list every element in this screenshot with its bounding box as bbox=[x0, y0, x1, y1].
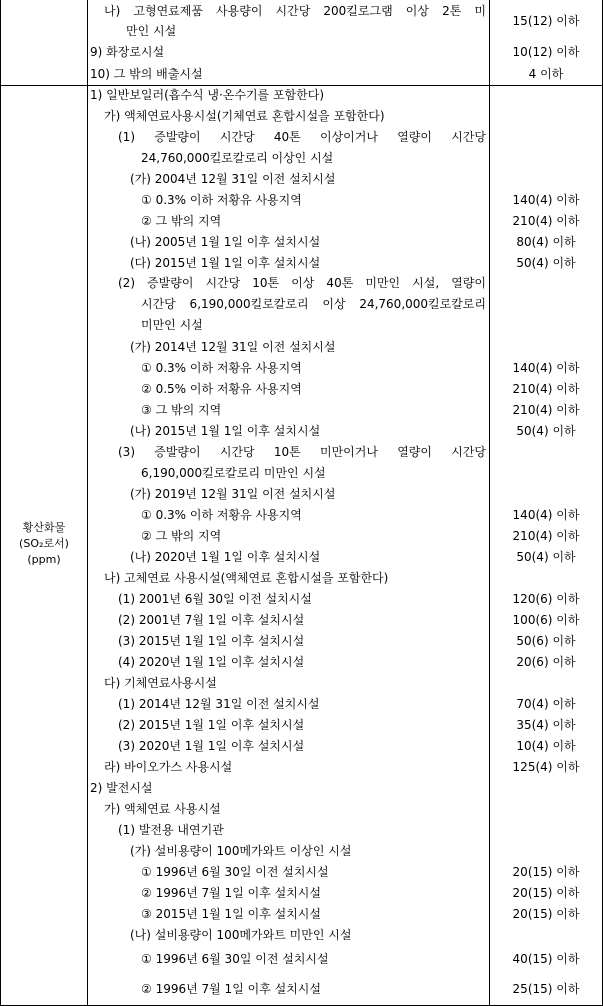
row-label: ① 1996년 6월 30일 이전 설치시설 bbox=[141, 865, 329, 879]
category-unit: (ppm) bbox=[27, 553, 61, 566]
row-label: (나) 2020년 1월 1일 이후 설치시설 bbox=[130, 550, 321, 564]
row-value: 70(4) 이하 bbox=[516, 697, 576, 711]
row-label: (1) 증발량이 시간당 40톤 이상이거나 열량이 시간당 bbox=[118, 130, 486, 144]
row-label: (2) 증발량이 시간당 10톤 이상 40톤 미만인 시설, 열량이 bbox=[118, 276, 486, 290]
top-row-crematorium-label: 9) 화장로시설 bbox=[90, 45, 165, 59]
row-value: 20(15) 이하 bbox=[512, 886, 580, 900]
row-label: 가) 액체연료사용시설(기체연료 혼합시설을 포함한다) bbox=[104, 109, 385, 123]
column-divider-2 bbox=[489, 0, 490, 1006]
row-value: 140(4) 이하 bbox=[512, 508, 580, 522]
row-value: 35(4) 이하 bbox=[516, 718, 576, 732]
row-label: ③ 그 밖의 지역 bbox=[141, 403, 222, 417]
row-value: 10(4) 이하 bbox=[516, 739, 576, 753]
row-label: (3) 2015년 1월 1일 이후 설치시설 bbox=[118, 634, 305, 648]
row-value: 40(15) 이하 bbox=[512, 952, 580, 966]
category-name: 황산화물 bbox=[22, 521, 66, 534]
row-label: (가) 2014년 12월 31일 이전 설치시설 bbox=[130, 340, 336, 354]
row-value: 50(4) 이하 bbox=[516, 550, 576, 564]
row-label: (2) 2015년 1월 1일 이후 설치시설 bbox=[118, 718, 305, 732]
row-label: (가) 2004년 12월 31일 이전 설치시설 bbox=[130, 172, 336, 186]
row-value: 140(4) 이하 bbox=[512, 193, 580, 207]
top-row-other-label: 10) 그 밖의 배출시설 bbox=[90, 67, 203, 81]
row-label: (2) 2001년 7월 1일 이후 설치시설 bbox=[118, 613, 305, 627]
row-label: ① 0.3% 이하 저황유 사용지역 bbox=[141, 508, 302, 522]
row-label: 라) 바이오가스 사용시설 bbox=[104, 760, 233, 774]
row-label: ② 그 밖의 지역 bbox=[141, 529, 222, 543]
row-label: ① 0.3% 이하 저황유 사용지역 bbox=[141, 361, 302, 375]
row-label: (가) 설비용량이 100메가와트 이상인 시설 bbox=[130, 844, 352, 858]
row-label: (나) 2005년 1월 1일 이후 설치시설 bbox=[130, 235, 321, 249]
category-label bbox=[1, 520, 87, 568]
row-label: ② 1996년 7월 1일 이후 설치시설 bbox=[141, 982, 321, 996]
top-row-solid-fuel-value: 15(12) 이하 bbox=[512, 14, 580, 28]
row-label: ① 1996년 6월 30일 이전 설치시설 bbox=[141, 952, 329, 966]
row-value: 50(6) 이하 bbox=[516, 634, 576, 648]
row-label: 시간당 6,190,000킬로칼로리 이상 24,760,000킬로칼로리 bbox=[141, 297, 486, 311]
column-divider-1 bbox=[87, 0, 88, 1006]
row-value: 25(15) 이하 bbox=[512, 982, 580, 996]
row-label: 다) 기체연료사용시설 bbox=[104, 676, 217, 690]
row-label: 2) 발전시설 bbox=[90, 781, 153, 795]
row-value: 210(4) 이하 bbox=[512, 529, 580, 543]
row-value: 80(4) 이하 bbox=[516, 235, 576, 249]
category-unit-basis: (SO₂로서) bbox=[19, 537, 69, 550]
row-label: ② 그 밖의 지역 bbox=[141, 214, 222, 228]
row-label: (1) 2001년 6월 30일 이전 설치시설 bbox=[118, 592, 312, 606]
top-row-crematorium-value: 10(12) 이하 bbox=[512, 45, 580, 59]
section-divider bbox=[0, 85, 603, 86]
row-label: ② 1996년 7월 1일 이후 설치시설 bbox=[141, 886, 321, 900]
row-value: 210(4) 이하 bbox=[512, 403, 580, 417]
table-border-left bbox=[0, 0, 1, 1006]
row-label: (나) 2015년 1월 1일 이후 설치시설 bbox=[130, 424, 321, 438]
row-label: 24,760,000킬로칼로리 이상인 시설 bbox=[141, 151, 334, 165]
row-value: 20(6) 이하 bbox=[516, 655, 576, 669]
row-value: 120(6) 이하 bbox=[512, 592, 580, 606]
row-value: 210(4) 이하 bbox=[512, 382, 580, 396]
row-label: (다) 2015년 1월 1일 이후 설치시설 bbox=[130, 256, 321, 270]
row-label: (나) 설비용량이 100메가와트 미만인 시설 bbox=[130, 928, 352, 942]
row-label: 나) 고체연료 사용시설(액체연료 혼합시설을 포함한다) bbox=[104, 571, 389, 585]
row-label: (1) 2014년 12월 31일 이전 설치시설 bbox=[118, 697, 320, 711]
row-label: 미만인 시설 bbox=[141, 318, 203, 332]
row-value: 20(15) 이하 bbox=[512, 865, 580, 879]
row-label: (3) 증발량이 시간당 10톤 미만이거나 열량이 시간당 bbox=[118, 445, 486, 459]
row-label: (3) 2020년 1월 1일 이후 설치시설 bbox=[118, 739, 305, 753]
top-row-solid-fuel-line2: 만인 시설 bbox=[126, 24, 177, 38]
row-value: 100(6) 이하 bbox=[512, 613, 580, 627]
row-label: 6,190,000킬로칼로리 미만인 시설 bbox=[141, 466, 326, 480]
row-value: 210(4) 이하 bbox=[512, 214, 580, 228]
row-label: ① 0.3% 이하 저황유 사용지역 bbox=[141, 193, 302, 207]
row-value: 140(4) 이하 bbox=[512, 361, 580, 375]
row-label: (가) 2019년 12월 31일 이전 설치시설 bbox=[130, 487, 336, 501]
row-value: 125(4) 이하 bbox=[512, 760, 580, 774]
row-label: (4) 2020년 1월 1일 이후 설치시설 bbox=[118, 655, 305, 669]
row-label: ③ 2015년 1월 1일 이후 설치시설 bbox=[141, 907, 321, 921]
row-label: 가) 액체연료 사용시설 bbox=[104, 802, 221, 816]
row-label: (1) 발전용 내연기관 bbox=[118, 823, 224, 837]
row-value: 50(4) 이하 bbox=[516, 256, 576, 270]
row-value: 20(15) 이하 bbox=[512, 907, 580, 921]
row-value: 50(4) 이하 bbox=[516, 424, 576, 438]
top-row-solid-fuel-line1: 나) 고형연료제품 사용량이 시간당 200킬로그램 이상 2톤 미 bbox=[104, 4, 486, 18]
row-label: ② 0.5% 이하 저황유 사용지역 bbox=[141, 382, 302, 396]
top-row-other-value: 4 이하 bbox=[528, 67, 564, 81]
row-label: 1) 일반보일러(흡수식 냉·온수기를 포함한다) bbox=[90, 88, 325, 102]
